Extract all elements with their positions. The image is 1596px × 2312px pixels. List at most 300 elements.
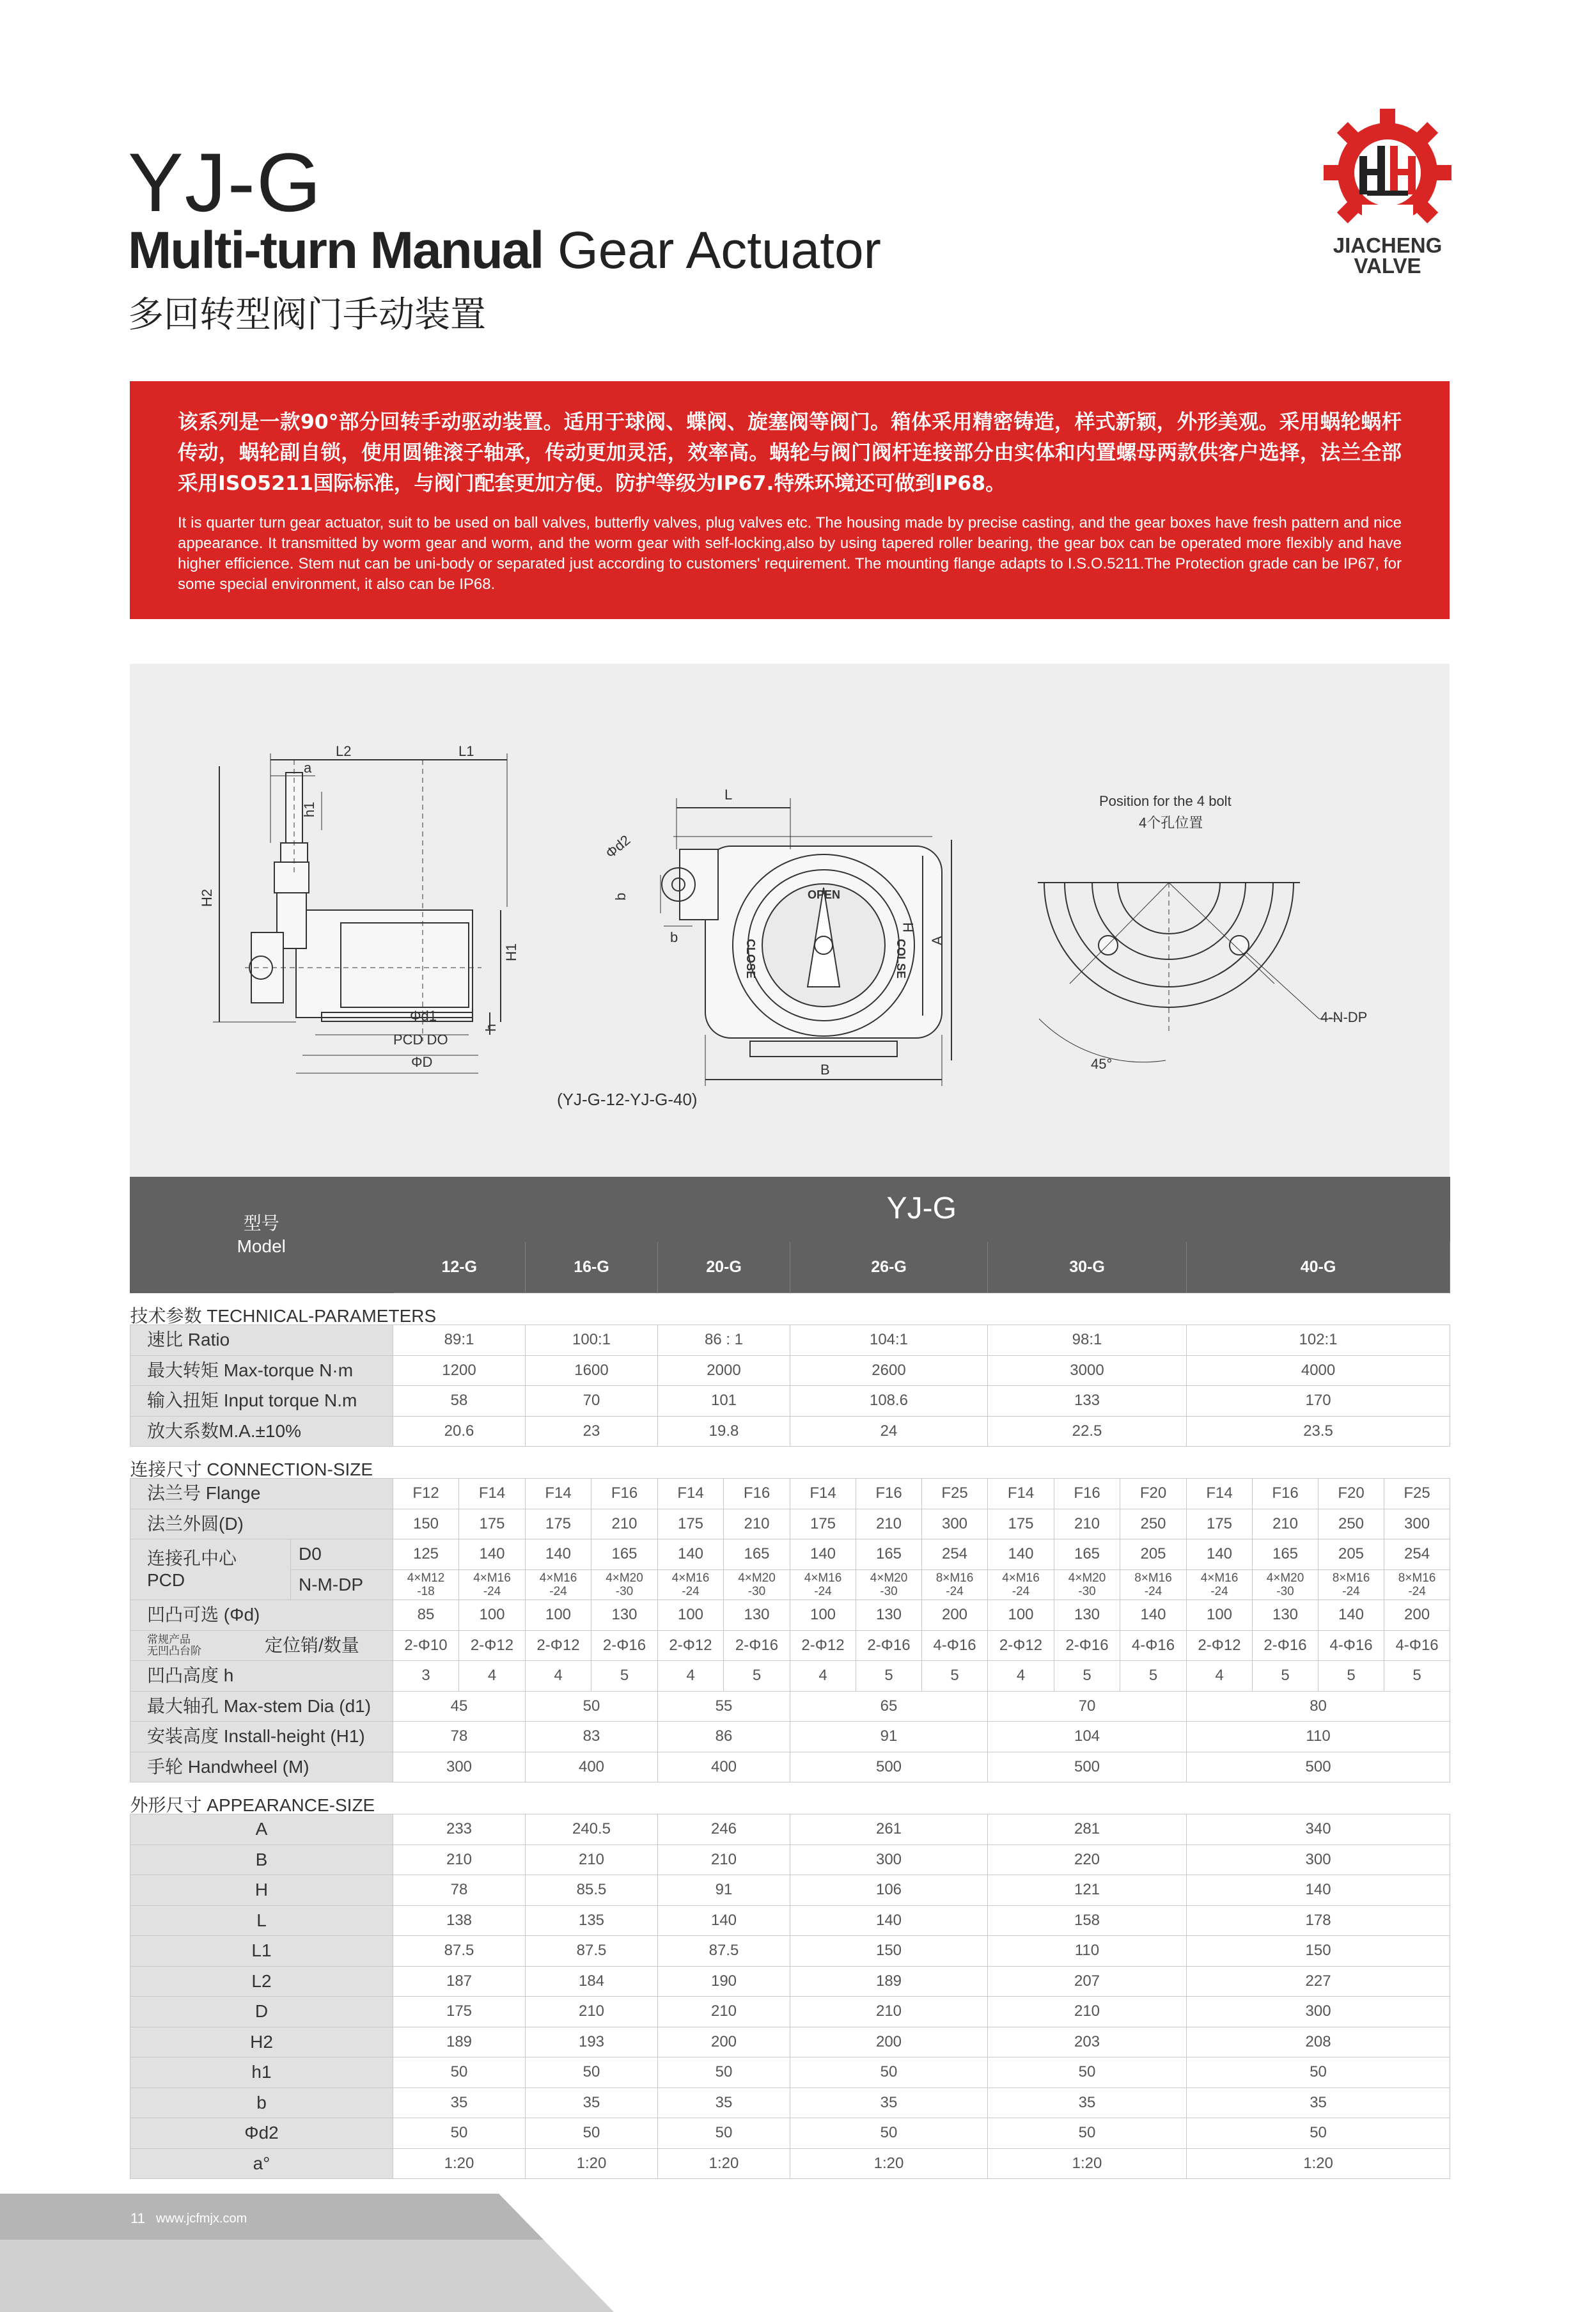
table-cell: 200 — [1384, 1600, 1450, 1631]
boss-row — [130, 1600, 1450, 1631]
table-cell: 22.5 — [988, 1416, 1187, 1447]
flange-row — [130, 1479, 1450, 1509]
table-cell: 1:20 — [393, 2148, 526, 2179]
section-row — [130, 1782, 1450, 1814]
table-cell: 133 — [988, 1386, 1187, 1417]
cell-line: -24 — [549, 1584, 567, 1598]
ratio-row — [130, 1325, 1450, 1356]
table-cell: 175 — [790, 1509, 856, 1539]
ma-row — [130, 1416, 1450, 1447]
table-cell: 106 — [790, 1875, 988, 1906]
table-cell: 210 — [856, 1509, 922, 1539]
table-cell: 2-Φ12 — [658, 1630, 724, 1661]
intro-text-cn: 该系列是一款90°部分回转手动驱动装置。适用于球阀、蝶阀、旋塞阀等阀门。箱体采用精密铸造，样式新颖，外形美观。采用蜗轮蜗杆传动，蜗轮副自锁，使用圆锥滚子轴承，传动更加灵活，效率高。蜗轮与阀门阀杆连接部分由实体和内置螺母两款供客户选择，法兰全部采用ISO5211国际标准，与阀门配套更加方便。防护等级为IP67.特殊环境还可做到IP68。 — [178, 411, 1402, 495]
table-cell: 135 — [526, 1905, 658, 1936]
appearance-row — [130, 2118, 1450, 2149]
table-cell: 140 — [658, 1905, 790, 1936]
row-label: D — [130, 1997, 393, 2027]
table-cell: 100 — [526, 1600, 591, 1631]
cell-line: 4×M20 — [870, 1571, 908, 1585]
table-cell: 5 — [591, 1661, 658, 1692]
table-cell: F20 — [1318, 1479, 1384, 1509]
table-cell: 175 — [459, 1509, 526, 1539]
table-cell: 400 — [658, 1752, 790, 1782]
table-cell: 140 — [1318, 1600, 1384, 1631]
table-cell: 4 — [790, 1661, 856, 1692]
appearance-row — [130, 1966, 1450, 1997]
appearance-row — [130, 2027, 1450, 2057]
appearance-row — [130, 2088, 1450, 2118]
table-cell: 23.5 — [1187, 1416, 1450, 1447]
table-cell: 5 — [856, 1661, 922, 1692]
dim-l: L — [724, 787, 733, 803]
install-h-row — [130, 1722, 1450, 1752]
table-cell: 208 — [1187, 2027, 1450, 2057]
row-label: H2 — [130, 2027, 393, 2057]
cell-line: -30 — [615, 1584, 634, 1598]
product-title-cn: 多回转型阀门手动装置 — [128, 294, 486, 336]
table-cell: 130 — [1253, 1600, 1318, 1631]
table-cell: 50 — [790, 2118, 988, 2149]
table-cell: 87.5 — [526, 1936, 658, 1967]
table-cell: 187 — [393, 1966, 526, 1997]
cell-line: 8×M16 — [1398, 1571, 1436, 1585]
table-cell: F14 — [658, 1479, 724, 1509]
table-cell: 261 — [790, 1814, 988, 1845]
table-cell: 205 — [1318, 1539, 1384, 1570]
table-cell: 281 — [988, 1814, 1187, 1845]
max-stem-row — [130, 1691, 1450, 1722]
table-cell: 86 : 1 — [658, 1325, 790, 1356]
table-cell: 2-Φ12 — [988, 1630, 1054, 1661]
table-cell: 2-Φ12 — [526, 1630, 591, 1661]
table-cell: 227 — [1187, 1966, 1450, 1997]
table-cell: 5 — [1054, 1661, 1120, 1692]
table-cell: 500 — [790, 1752, 988, 1782]
table-cell: 2-Φ10 — [393, 1630, 459, 1661]
table-cell: 35 — [1187, 2088, 1450, 2118]
boss-h-row — [130, 1661, 1450, 1692]
table-cell: 104 — [988, 1722, 1187, 1752]
table-cell: F14 — [1187, 1479, 1253, 1509]
table-cell: 20.6 — [393, 1416, 526, 1447]
cell-line: -24 — [814, 1584, 832, 1598]
table-cell: 189 — [790, 1966, 988, 1997]
table-cell: 254 — [1384, 1539, 1450, 1570]
table-cell: F14 — [459, 1479, 526, 1509]
table-cell: 175 — [988, 1509, 1054, 1539]
table-cell: F16 — [856, 1479, 922, 1509]
table-cell: 50 — [658, 2057, 790, 2088]
intro-text-en: It is quarter turn gear actuator, suit to be used on ball valves, butterfly valves, plug valves etc. The housing made by precise casting, and the gear boxes have fresh pattern and nice appearance. It transmitted by worm gear and worm, and the worm gear with self-locking,also by using tapered roller bearing, the gear box can be operated more flexibly and have higher efficience. Stem nut can be uni-body or separated just according to customers' requirement. The mounting flange adapts to I.S.O.5211.The Protection grade can be IP67, for some special environment, it also can be IP68. — [178, 514, 1402, 593]
table-cell: 140 — [1120, 1600, 1187, 1631]
table-cell: 210 — [591, 1509, 658, 1539]
table-cell: 70 — [988, 1691, 1187, 1722]
table-cell: 35 — [658, 2088, 790, 2118]
table-cell — [724, 1569, 790, 1600]
table-cell — [1187, 1569, 1253, 1600]
table-cell: 5 — [724, 1661, 790, 1692]
table-cell: 140 — [658, 1539, 724, 1570]
table-cell: 4-Φ16 — [1384, 1630, 1450, 1661]
table-cell: 55 — [658, 1691, 790, 1722]
table-cell: 101 — [658, 1386, 790, 1417]
table-cell: 130 — [856, 1600, 922, 1631]
appearance-row — [130, 1997, 1450, 2027]
table-cell: 23 — [526, 1416, 658, 1447]
table-cell: 138 — [393, 1905, 526, 1936]
do-row — [130, 1539, 1450, 1570]
table-cell: 70 — [526, 1386, 658, 1417]
row-label: L2 — [130, 1966, 393, 1997]
table-cell: 50 — [526, 2118, 658, 2149]
bolt-view — [1038, 883, 1338, 1062]
cell-line: -24 — [1012, 1584, 1030, 1598]
table-cell: 140 — [526, 1539, 591, 1570]
table-cell: 2-Φ16 — [1054, 1630, 1120, 1661]
table-cell: 400 — [526, 1752, 658, 1782]
table-cell: 2600 — [790, 1355, 988, 1386]
product-title-rest: Gear Actuator — [543, 221, 881, 279]
table-cell: 50 — [988, 2057, 1187, 2088]
bolt-title-cn: 4个孔位置 — [1139, 815, 1203, 831]
table-cell: 130 — [724, 1600, 790, 1631]
row-label: 最大轴孔 Max-stem Dia (d1) — [130, 1691, 393, 1722]
input-torque-row — [130, 1386, 1450, 1417]
row-label: Φd2 — [130, 2118, 393, 2149]
cell-line: -24 — [1144, 1584, 1162, 1598]
table-cell: F20 — [1120, 1479, 1187, 1509]
row-label: b — [130, 2088, 393, 2118]
logo-text — [1317, 235, 1458, 276]
row-label: A — [130, 1814, 393, 1845]
table-cell: 1:20 — [1187, 2148, 1450, 2179]
table-cell: F16 — [1253, 1479, 1318, 1509]
dim-a: a — [304, 760, 312, 776]
table-cell: 87.5 — [393, 1936, 526, 1967]
table-cell: 3000 — [988, 1355, 1187, 1386]
table-cell: 140 — [790, 1905, 988, 1936]
dim-H1: H1 — [503, 943, 519, 961]
row-label: 凹凸可选 (Φd) — [130, 1600, 393, 1631]
table-cell: 3 — [393, 1661, 459, 1692]
table-cell: 165 — [1253, 1539, 1318, 1570]
side-view — [213, 753, 507, 1073]
row-label: 凹凸高度 h — [130, 1661, 393, 1692]
row-label: 手轮 Handwheel (M) — [130, 1752, 393, 1782]
table-cell: 5 — [1253, 1661, 1318, 1692]
model-header-cn: 型号 — [243, 1213, 279, 1233]
dim-l1: L1 — [458, 743, 474, 759]
table-cell: 4-Φ16 — [922, 1630, 988, 1661]
logo-line2: VALVE — [1354, 254, 1421, 278]
section-conn: 连接尺寸 CONNECTION-SIZE — [130, 1459, 373, 1479]
cell-line: 4×M20 — [1266, 1571, 1304, 1585]
appearance-row — [130, 1814, 1450, 1845]
model-header — [130, 1177, 393, 1293]
table-cell: 24 — [790, 1416, 988, 1447]
table-cell: 1:20 — [988, 2148, 1187, 2179]
pcd-label-en: PCD — [147, 1570, 185, 1590]
cell-line: 8×M16 — [935, 1571, 974, 1585]
model-cell: 20-G — [658, 1241, 790, 1293]
table-cell: 100 — [459, 1600, 526, 1631]
table-cell: F14 — [988, 1479, 1054, 1509]
dim-l2: L2 — [336, 743, 352, 759]
table-cell: 45 — [393, 1691, 526, 1722]
section-app: 外形尺寸 APPEARANCE-SIZE — [130, 1795, 375, 1814]
product-title — [128, 221, 881, 281]
table-cell: 35 — [988, 2088, 1187, 2118]
pin-label-text: 定位销/数量 — [265, 1635, 359, 1655]
table-cell: 35 — [790, 2088, 988, 2118]
table-cell: 50 — [526, 1691, 658, 1722]
table-cell: 4-Φ16 — [1318, 1630, 1384, 1661]
row-label: 速比 Ratio — [130, 1325, 393, 1356]
table-cell: 140 — [1187, 1539, 1253, 1570]
table-cell: F14 — [526, 1479, 591, 1509]
table-cell: 210 — [526, 1844, 658, 1875]
table-cell: 2-Φ12 — [790, 1630, 856, 1661]
table-cell: 78 — [393, 1722, 526, 1752]
dim-d: ΦD — [411, 1054, 433, 1070]
table-cell: 125 — [393, 1539, 459, 1570]
table-cell: 98:1 — [988, 1325, 1187, 1356]
table-cell: 58 — [393, 1386, 526, 1417]
table-cell: 50 — [790, 2057, 988, 2088]
table-cell — [1054, 1569, 1120, 1600]
dim-pcd: PCD DO — [393, 1032, 448, 1048]
table-cell: 200 — [790, 2027, 988, 2057]
row-label: H — [130, 1875, 393, 1906]
dim-b-front: B — [820, 1062, 830, 1078]
table-cell: 65 — [790, 1691, 988, 1722]
table-cell: 500 — [1187, 1752, 1450, 1782]
table-cell: 102:1 — [1187, 1325, 1450, 1356]
cell-line: 8×M16 — [1134, 1571, 1172, 1585]
row-label: h1 — [130, 2057, 393, 2088]
cell-line: -24 — [1342, 1584, 1360, 1598]
table-cell: 83 — [526, 1722, 658, 1752]
dim-h-front: H — [900, 922, 916, 932]
table-cell: 121 — [988, 1875, 1187, 1906]
table-cell: 165 — [724, 1539, 790, 1570]
table-cell: 35 — [393, 2088, 526, 2118]
table-cell: 150 — [1187, 1936, 1450, 1967]
table-cell: F25 — [922, 1479, 988, 1509]
table-cell: 200 — [658, 2027, 790, 2057]
table-cell: 140 — [988, 1539, 1054, 1570]
table-cell — [393, 1569, 459, 1600]
row-label: 法兰号 Flange — [130, 1479, 393, 1509]
table-cell: 2000 — [658, 1355, 790, 1386]
table-cell: 4000 — [1187, 1355, 1450, 1386]
table-cell: 158 — [988, 1905, 1187, 1936]
table-cell: 35 — [526, 2088, 658, 2118]
pin-note-1: 常规产品 — [147, 1633, 191, 1646]
appearance-row — [130, 1844, 1450, 1875]
table-cell: 250 — [1120, 1509, 1187, 1539]
table-cell: 300 — [1384, 1509, 1450, 1539]
cell-line: 4×M16 — [804, 1571, 842, 1585]
cell-line: -24 — [682, 1584, 700, 1598]
table-cell: 210 — [393, 1844, 526, 1875]
table-cell: 300 — [1187, 1997, 1450, 2027]
table-cell: 110 — [1187, 1722, 1450, 1752]
table-cell: 300 — [790, 1844, 988, 1875]
table-cell: 4 — [459, 1661, 526, 1692]
table-cell: 50 — [1187, 2057, 1450, 2088]
table-cell — [459, 1569, 526, 1600]
table-cell: 210 — [658, 1844, 790, 1875]
table-cell: 210 — [526, 1997, 658, 2027]
table-cell: 130 — [591, 1600, 658, 1631]
table-cell: 4 — [526, 1661, 591, 1692]
cell-line: -18 — [417, 1584, 435, 1598]
table-cell: 189 — [393, 2027, 526, 2057]
table-cell: 233 — [393, 1814, 526, 1845]
table-cell: 130 — [1054, 1600, 1120, 1631]
table-cell — [591, 1569, 658, 1600]
appearance-row — [130, 2057, 1450, 2088]
pin-label — [130, 1630, 393, 1661]
table-cell: 210 — [1054, 1509, 1120, 1539]
table-cell: 100 — [988, 1600, 1054, 1631]
table-cell: 50 — [988, 2118, 1187, 2149]
table-cell: 175 — [393, 1997, 526, 2027]
outer-d-row — [130, 1509, 1450, 1539]
cell-line: -24 — [1408, 1584, 1426, 1598]
cell-line: 4×M16 — [671, 1571, 710, 1585]
table-cell: 100:1 — [526, 1325, 658, 1356]
max-torque-row — [130, 1355, 1450, 1386]
do-label: D0 — [290, 1539, 393, 1570]
table-cell: 210 — [1253, 1509, 1318, 1539]
footer-band — [0, 2194, 614, 2312]
table-cell: F16 — [1054, 1479, 1120, 1509]
table-cell: 193 — [526, 2027, 658, 2057]
close-label: CLOSE — [744, 939, 757, 979]
model-cell: 26-G — [790, 1241, 988, 1293]
bolt-title-en: Position for the 4 bolt — [1099, 793, 1232, 809]
table-cell — [1384, 1569, 1450, 1600]
table-cell: F12 — [393, 1479, 459, 1509]
table-cell: 190 — [658, 1966, 790, 1997]
cell-line: 4×M16 — [1002, 1571, 1040, 1585]
section-tech: 技术参数 TECHNICAL-PARAMETERS — [130, 1306, 437, 1325]
pcd-sublabels — [290, 1539, 393, 1600]
table-cell: 1200 — [393, 1355, 526, 1386]
table-cell: 100 — [1187, 1600, 1253, 1631]
model-title: YJ-G — [128, 136, 323, 229]
table-cell: 200 — [922, 1600, 988, 1631]
pin-row — [130, 1630, 1450, 1661]
table-cell: 184 — [526, 1966, 658, 1997]
table-cell: 178 — [1187, 1905, 1450, 1936]
model-cell: 40-G — [1187, 1241, 1450, 1293]
table-cell: 5 — [1384, 1661, 1450, 1692]
appearance-row — [130, 2148, 1450, 2179]
table-cell: 86 — [658, 1722, 790, 1752]
row-label: B — [130, 1844, 393, 1875]
table-cell: F16 — [591, 1479, 658, 1509]
table-cell: 4-Φ16 — [1120, 1630, 1187, 1661]
row-label: a° — [130, 2148, 393, 2179]
cell-line: -24 — [1210, 1584, 1228, 1598]
table-cell: 80 — [1187, 1691, 1450, 1722]
table-cell: 300 — [1187, 1844, 1450, 1875]
table-cell: 500 — [988, 1752, 1187, 1782]
table-cell: 140 — [1187, 1875, 1450, 1906]
cell-line: -24 — [483, 1584, 501, 1598]
table-cell: 85.5 — [526, 1875, 658, 1906]
drawing-caption: (YJ-G-12-YJ-G-40) — [557, 1090, 698, 1109]
table-cell: 5 — [1318, 1661, 1384, 1692]
row-label: L — [130, 1905, 393, 1936]
section-row — [130, 1293, 1450, 1325]
table-cell — [1253, 1569, 1318, 1600]
row-label: 最大转矩 Max-torque N·m — [130, 1355, 393, 1386]
pin-note-2: 无凹凸台阶 — [147, 1644, 201, 1657]
table-cell — [988, 1569, 1054, 1600]
table-cell: 2-Φ16 — [1253, 1630, 1318, 1661]
appearance-body — [130, 1814, 1450, 2179]
table-cell: 5 — [922, 1661, 988, 1692]
table-cell — [526, 1569, 591, 1600]
table-cell: 50 — [526, 2057, 658, 2088]
table-cell: 4 — [658, 1661, 724, 1692]
table-cell: 1600 — [526, 1355, 658, 1386]
table-cell: 165 — [591, 1539, 658, 1570]
table-cell: F25 — [1384, 1479, 1450, 1509]
table-cell: 78 — [393, 1875, 526, 1906]
table-cell: 100 — [658, 1600, 724, 1631]
intro-box — [130, 381, 1450, 619]
close-label-2: COLSE — [895, 939, 907, 979]
table-cell: 4 — [1187, 1661, 1253, 1692]
cell-line: 4×M20 — [1068, 1571, 1106, 1585]
dim-b-small: b — [613, 892, 629, 900]
table-cell: 150 — [393, 1509, 459, 1539]
table-cell: F14 — [790, 1479, 856, 1509]
pcd-label-main — [130, 1539, 290, 1600]
appearance-row — [130, 1936, 1450, 1967]
table-cell: 2-Φ16 — [591, 1630, 658, 1661]
table-cell — [1120, 1569, 1187, 1600]
table-cell — [1318, 1569, 1384, 1600]
series-header: YJ-G — [393, 1177, 1450, 1241]
table-cell: 110 — [988, 1936, 1187, 1967]
dim-a-front: A — [929, 936, 945, 945]
table-cell: 300 — [922, 1509, 988, 1539]
table-cell: 210 — [724, 1509, 790, 1539]
table-cell: 50 — [393, 2057, 526, 2088]
table-cell: 246 — [658, 1814, 790, 1845]
table-cell: 175 — [526, 1509, 591, 1539]
table-cell: 19.8 — [658, 1416, 790, 1447]
section-row — [130, 1447, 1450, 1479]
table-cell: 50 — [1187, 2118, 1450, 2149]
table-cell — [922, 1569, 988, 1600]
table-cell: 2-Φ12 — [459, 1630, 526, 1661]
dim-h: h — [483, 1023, 499, 1032]
table-cell: 210 — [790, 1997, 988, 2027]
table-cell: 50 — [658, 2118, 790, 2149]
logo-line1: JIACHENG — [1333, 233, 1443, 257]
page-number: 11 — [130, 2210, 145, 2226]
table-cell: 210 — [988, 1997, 1187, 2027]
bolt-angle: 45° — [1091, 1056, 1113, 1072]
